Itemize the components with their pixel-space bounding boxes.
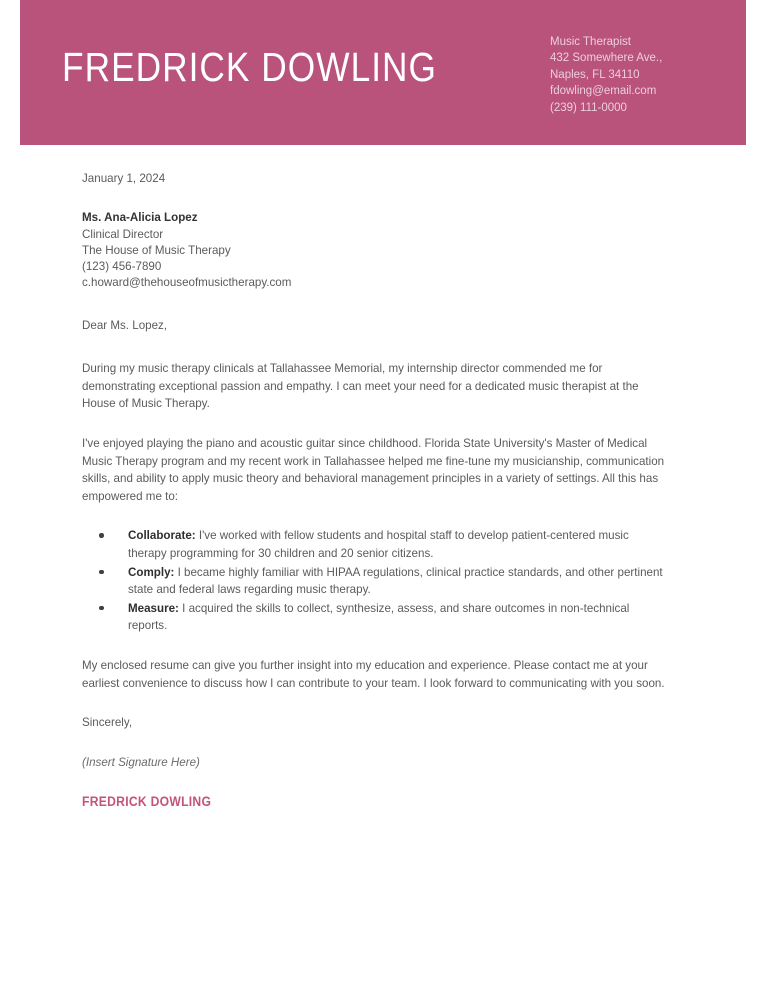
salutation: Dear Ms. Lopez, <box>82 318 168 332</box>
bullet-dot-icon <box>99 606 104 611</box>
contact-street: 432 Somewhere Ave., <box>550 52 663 65</box>
body-paragraph-2: I've enjoyed playing the piano and acoustic guitar since childhood. Florida State University's Master of Medical Music Therapy program and my recent work in Tallahassee helped me fine-tune my musicianship, communication skills, and ability to apply music theory and behavioral management principles in a variety of settings. All this has empowered me to: <box>82 436 665 503</box>
recipient-email: c.howard@thehouseofmusictherapy.com <box>82 275 292 289</box>
recipient-phone: (123) 456-7890 <box>82 259 162 273</box>
contact-city-state-zip: Naples, FL 34110 <box>550 68 640 81</box>
list-item-text: I acquired the skills to collect, synthesize, assess, and share outcomes in non-technical reports. <box>128 601 630 633</box>
signature-placeholder: (Insert Signature Here) <box>82 755 200 769</box>
bullet-dot-icon <box>99 533 104 538</box>
achievement-list <box>82 527 666 635</box>
list-item <box>82 600 666 635</box>
bullet-dot-icon <box>99 570 104 575</box>
recipient-name: Ms. Ana-Alicia Lopez <box>82 210 198 224</box>
letterhead-name: FREDRICK DOWLING <box>62 44 438 90</box>
body-paragraph-1: During my music therapy clinicals at Tallahassee Memorial, my internship director commended me for demonstrating exceptional passion and empathy. I can meet your need for a dedicated music therapist at the House of Music Therapy. <box>82 362 639 411</box>
list-item-lead: Comply: <box>128 565 175 579</box>
recipient-block <box>82 210 666 291</box>
list-item <box>82 527 666 562</box>
letter-date: January 1, 2024 <box>82 172 166 185</box>
contact-email: fdowling@email.com <box>550 85 657 98</box>
list-item-lead: Measure: <box>128 601 179 615</box>
list-item-text: I've worked with fellow students and hospital staff to develop patient-centered music therapy programming for 30 children and 20 senior citizens. <box>128 529 629 560</box>
contact-phone: (239) 111-0000 <box>550 101 627 114</box>
list-item <box>82 564 666 599</box>
letterhead-banner <box>20 0 746 145</box>
closing-paragraph: My enclosed resume can give you further insight into my education and experience. Please contact me at your earliest convenience to discuss how I can contribute to your team. I look forward to communicating with you soon. <box>82 658 665 690</box>
recipient-organization: The House of Music Therapy <box>82 243 231 257</box>
sign-off: Sincerely, <box>82 716 133 730</box>
list-item-text: I became highly familiar with HIPAA regulations, clinical practice standards, and other pertinent state and federal laws regarding music therapy. <box>128 565 663 597</box>
recipient-job-title: Clinical Director <box>82 227 164 241</box>
letterhead-contact-block <box>550 34 730 116</box>
signature-name: FREDRICK DOWLING <box>82 794 212 810</box>
list-item-lead: Collaborate: <box>128 529 196 543</box>
contact-job-title: Music Therapist <box>550 36 631 48</box>
letter-body <box>82 170 666 811</box>
